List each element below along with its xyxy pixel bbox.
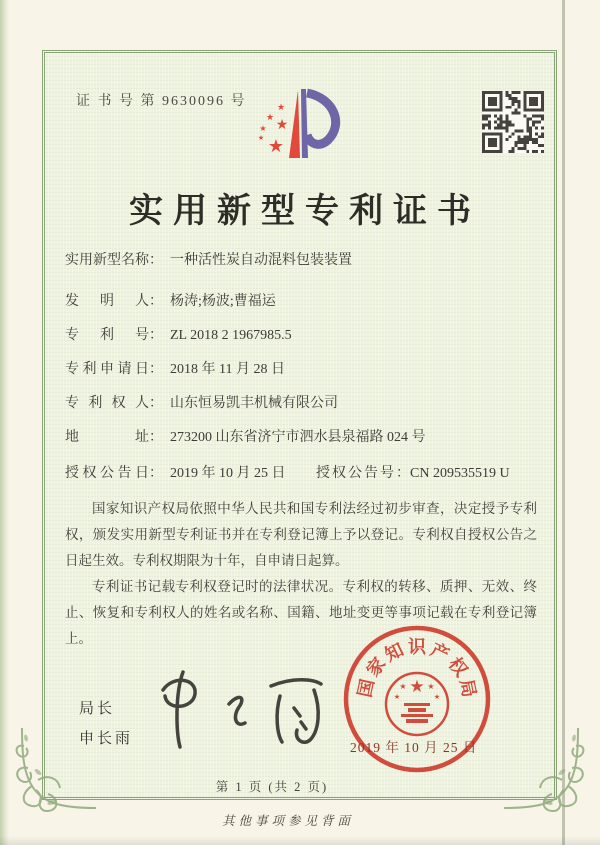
grant-date-value: 2019 年 10 月 25 日	[170, 466, 286, 481]
national-emblem-icon	[386, 673, 448, 735]
field-value: 一种活性炭自动混料包装装置	[170, 253, 352, 268]
field-row-filing-date	[65, 359, 545, 380]
colon: ：	[149, 294, 163, 309]
svg-text:★: ★	[275, 117, 289, 133]
svg-text:★: ★	[265, 113, 275, 123]
signer-name: 申长雨	[79, 731, 134, 747]
svg-text:★: ★	[399, 682, 407, 691]
field-row-patentee	[65, 393, 545, 414]
field-label: 专利申请日	[65, 362, 149, 377]
signer-block	[79, 694, 133, 754]
grant-date-label: 授权公告日	[65, 466, 149, 481]
seal-char: 国	[354, 677, 378, 700]
page-number: 第 1 页 (共 2 页)	[215, 780, 329, 794]
signer-title: 局长	[79, 701, 116, 717]
svg-text:★: ★	[393, 693, 401, 701]
field-row-name	[65, 250, 545, 271]
field-label: 地址	[65, 430, 149, 445]
director-signature-icon	[143, 652, 328, 770]
seal-date: 2019 年 10 月 25 日	[350, 740, 478, 755]
seal-char: 权	[444, 653, 472, 681]
seal-char: 局	[456, 677, 480, 700]
field-label: 发明人	[65, 294, 149, 309]
field-label: 专利权人	[65, 396, 149, 411]
grant-row	[65, 463, 545, 484]
colon: ：	[149, 396, 163, 411]
field-value: 山东恒易凯丰机械有限公司	[170, 396, 338, 411]
field-row-patent-no	[65, 325, 545, 346]
back-note: 其他事项参见背面	[221, 814, 355, 828]
legal-paragraph: 专利证书记载专利权登记时的法律状况。专利权的转移、质押、无效、终止、恢复和专利权人的姓名或名称、国籍、地址变更等事项记载在专利登记簿上。	[65, 579, 537, 646]
colon: ：	[149, 362, 163, 377]
seal-char: 产	[427, 639, 453, 666]
svg-text:★: ★	[257, 134, 265, 142]
seal-char: 家	[362, 653, 390, 681]
svg-text:★: ★	[259, 124, 267, 133]
field-value: 273200 山东省济宁市泗水县泉福路 024 号	[170, 430, 426, 445]
corner-flourish-icon	[500, 722, 592, 814]
certificate-title: 实用新型专利证书	[129, 193, 481, 230]
field-value: 2018 年 11 月 28 日	[170, 362, 285, 377]
svg-text:★: ★	[409, 677, 425, 697]
svg-text:★: ★	[427, 682, 435, 691]
field-label: 实用新型名称	[65, 253, 149, 268]
seal-char: 识	[408, 637, 426, 657]
grant-number-label: 授权公告号	[316, 466, 396, 481]
certificate-fields	[65, 250, 545, 461]
certificate-number: 证 书 号 第 9630096 号	[76, 94, 247, 109]
field-value: ZL 2018 2 1967985.5	[170, 328, 292, 343]
svg-text:★: ★	[276, 103, 286, 113]
colon: ：	[396, 466, 410, 481]
qr-code	[482, 91, 544, 153]
cnipa-patent-logo-icon	[254, 82, 346, 170]
colon: ：	[149, 328, 163, 343]
colon: ：	[149, 430, 163, 445]
field-label: 专利号	[65, 328, 149, 343]
grant-number-value: CN 209535519 U	[410, 466, 510, 481]
colon: ：	[149, 253, 163, 268]
svg-text:★: ★	[433, 693, 441, 701]
colon: ：	[149, 466, 163, 481]
legal-paragraph: 国家知识产权局依照中华人民共和国专利法经过初步审查，决定授予专利权，颁发实用新型专利证书并在专利登记簿上予以登记。专利权自授权公告之日起生效。专利权期限为十年，自申请日起算。	[65, 501, 537, 568]
seal-char: 知	[381, 639, 407, 666]
scan-edge-right	[562, 0, 565, 845]
scan-edge-bottom	[0, 836, 600, 845]
field-value: 杨涛;杨波;曹福运	[170, 294, 276, 309]
field-row-address	[65, 427, 545, 448]
svg-text:★: ★	[267, 136, 285, 157]
field-row-inventors	[65, 291, 545, 312]
scan-edge-left	[0, 0, 9, 845]
